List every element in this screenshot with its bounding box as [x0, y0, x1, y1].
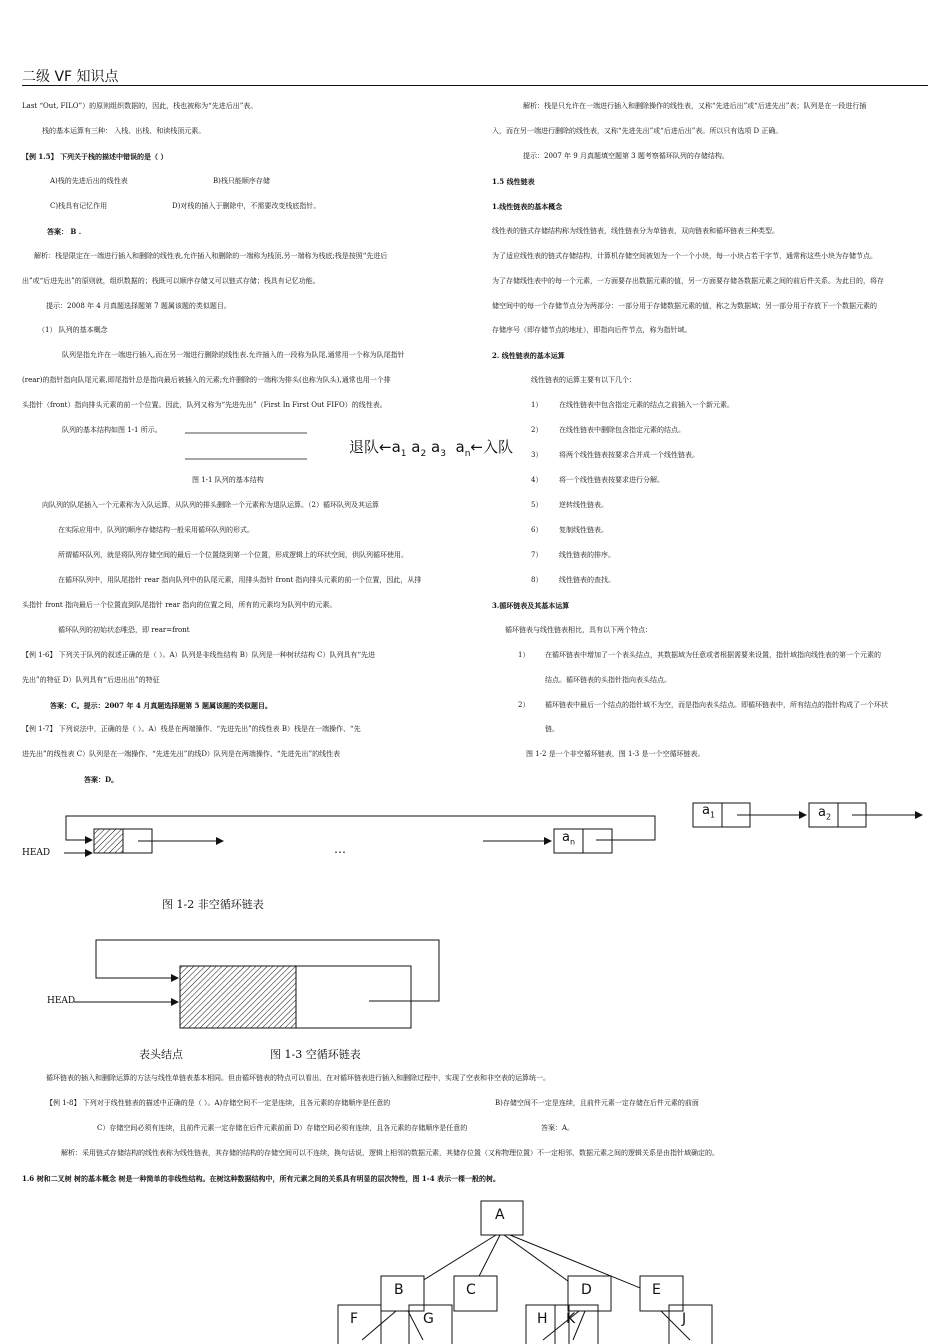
list-num-7: 7）: [531, 551, 543, 559]
example-1-8: 【例 1-8】 下列对于线性链表的描述中正确的是（ ）。A)存储空间不一定是连续，且各元素的存储顺序是任意的: [46, 1099, 391, 1107]
feature-1-line-1: 在循环链表中增加了一个表头结点，其数据域为任意或者根据需要来设置，指针域指向线性表的第一个元素的: [545, 651, 881, 659]
fig12-head-label: HEAD: [22, 848, 51, 858]
right-line-36: 图 1-2 是一个非空循环链表，图 1-3 是一个空循环链表。: [526, 750, 705, 758]
answer-1-5: 答案： B .: [47, 227, 82, 236]
tree-node-e: E: [652, 1282, 661, 1298]
right-line-6: 为了适应线性表的链式存储结构，计算机存储空间被划为一个一个小块，每一小块占若干字节，通常称这些小块为存储节点。: [492, 252, 877, 260]
feature-2-line-1: 循环链表中最后一个结点的指针域不为空，而是指向表头结点。即循环链表中，所有结点的指针构成了一个环状: [545, 701, 888, 709]
node-an-label: a: [562, 830, 570, 845]
list-item-1: 在线性链表中包含指定元素的结点之前插入一个新元素。: [559, 401, 734, 409]
page-header-title: 二级 VF 知识点: [22, 69, 119, 85]
queue-a3: a: [431, 438, 441, 456]
option-d: D)对栈的插入于删除中，不需要改变栈底指针。: [172, 202, 321, 210]
feature-num-1: 1）: [518, 651, 530, 659]
left-line-22: 循环队列的初始状态唯恐，即 rear=front: [58, 626, 190, 634]
tree-node-f: F: [350, 1311, 359, 1327]
left-line-8: 解析：栈是限定在一端进行插入和删除的线性表,允许插入和删除的一端称为栈顶,另一端称为栈底;栈是按照“先进后: [34, 252, 388, 260]
list-item-3: 将两个线性链表按要求合并成一个线性链表。: [559, 451, 699, 459]
left-line-14: 头指针（front）指向排头元素的前一个位置。因此，队列又称为“先进先出”（First In First Out FIFO）的线性表。: [22, 401, 387, 409]
feature-2-line-2: 链。: [545, 725, 559, 733]
left-line-20: 在循环队列中，用队尾指针 rear 指向队列中的队尾元素，用排头指针 front 指向排头元素的前一个位置，因此，从排: [58, 576, 422, 584]
fig13-head-label: HEAD: [47, 996, 76, 1006]
right-line-7: 为了存储线性表中的每一个元素，一方面要存出数据元素的值，另一方面要存储各数据元素之间的前后件关系。为此目的，将存: [492, 277, 884, 285]
queue-an-sub: n: [464, 449, 471, 459]
subsection-2-title: 2. 线性链表的基本运算: [492, 351, 565, 360]
answer-1-8: 答案：A。: [541, 1124, 575, 1132]
node-an-sub: n: [569, 837, 576, 847]
feature-num-2: 2）: [518, 701, 530, 709]
example-1-8-options-cd: C）存储空间必须有连续，且前件元素一定存储在后件元素前面 D）存储空间必须有连续，且各元素的存储顺序是任意的: [97, 1124, 468, 1132]
right-line-5: 线性表的链式存储结构称为线性链表，线性链表分为单链表，双向链表和循环链表三种类型。: [492, 227, 779, 235]
list-item-2: 在线性链表中删除包含指定元素的结点。: [559, 426, 685, 434]
queue-an: a: [455, 438, 465, 456]
node-a2-sub: 2: [825, 812, 832, 822]
left-line-27: 进先出”的线性表 C）队列是在一端操作、“先进先出”的线D）队列是在两端操作、“先进先出”的线性表: [22, 750, 341, 758]
list-num-3: 3）: [531, 451, 543, 459]
left-line-15: 队列的基本结构如图 1-1 所示。: [62, 426, 162, 434]
tree-node-g: G: [423, 1311, 434, 1327]
queue-a1-sub: 1: [400, 449, 407, 459]
queue-a3-sub: 3: [440, 449, 446, 459]
bottom-analysis: 解析：采用链式存储结构的线性表称为线性链表，其存储的结构的存储空间可以不连续，换句话说，逻辑上相邻的数据元素，其储存位置（又称物理位置）不一定相邻，数据元素之间的逻辑关系是由指针域确定的。: [61, 1149, 719, 1157]
list-item-4: 将一个线性链表按要求进行分解。: [559, 476, 664, 484]
list-num-1: 1）: [531, 401, 543, 409]
tree-node-a: A: [495, 1207, 505, 1223]
option-c: C)栈具有记忆作用: [50, 202, 108, 210]
right-hint: 提示：2007 年 9 月真题填空题第 3 题考察循环队列的存储结构。: [523, 152, 729, 160]
tree-node-k: K: [566, 1311, 576, 1327]
fig13-head-node-label: 表头结点: [139, 1048, 183, 1061]
option-b: B)栈只能顺序存储: [213, 177, 270, 185]
node-a1-label: a: [702, 803, 710, 818]
left-line-1: 栈的基本运算有三种： 入栈、出栈、和读栈顶元素。: [42, 127, 206, 135]
feature-1-line-2: 结点。循环链表的头指针指向表头结点。: [545, 676, 671, 684]
dequeue-label: 退队←: [349, 438, 392, 456]
list-item-6: 复制线性链表。: [559, 526, 608, 534]
right-line-8: 储空间中的每一个存储节点分为两部分：一部分用于存储数据元素的值，称之为数据域；另一部分用于存放下一个数据元素的: [492, 302, 877, 310]
section-1-5-title: 1.5 线性链表: [492, 177, 535, 186]
tree-node-h: H: [537, 1311, 548, 1327]
tree-node-c: C: [466, 1282, 476, 1298]
answer-1-7: 答案：D。: [84, 775, 119, 784]
list-num-8: 8）: [531, 576, 543, 584]
node-a1-sub: 1: [709, 810, 716, 820]
section-1-6-intro: 1.6 树和二叉树 树的基本概念 树是一种简单的非线性结构。在树这种数据结构中，所有元素之间的关系具有明显的层次特性，图 1-4 表示一棵一般的树。: [22, 1174, 501, 1183]
left-hint-1: 提示：2008 年 4 月真题选择题第 7 题属该题的类似题目。: [46, 302, 231, 310]
subsection-1-title: 1.线性链表的基本概念: [492, 202, 563, 211]
right-line-11: 线性链表的运算主要有以下几个：: [531, 376, 636, 384]
left-line-24: 先出”的特征 D）队列具有“后进出出”的特征: [22, 676, 160, 684]
right-line-0: 解析：栈是只允许在一端进行插入和删除操作的线性表，又称“先进后出”或“后进先出”表；队列是在一段进行插: [523, 102, 867, 110]
right-line-1: 入，而在另一端进行删除的线性表，又称“先进先出”或“后进后出”表。所以只有选项 D 正确。: [492, 127, 783, 135]
tree-node-d: D: [581, 1282, 592, 1298]
example-1-5: 【例 1.5】 下列关于栈的描述中错误的是（ ）: [22, 152, 168, 161]
example-1-8-option-b: B)存储空间不一定是连续，且前件元素一定存储在后件元素的前面: [495, 1099, 699, 1107]
left-line-21: 头指针 front 指向最后一个位置直到队尾指针 rear 指向的位置之间，所有的元素均为队列中的元素。: [22, 601, 337, 609]
left-line-12: 队列是指允许在一端进行插入,而在另一端进行删除的线性表.允许插入的一段称为队尾,通常用一个称为队尾指针: [62, 351, 405, 359]
left-line-18: 在实际应用中，队列的顺序存储结构一般采用循环队列的形式。: [58, 526, 254, 534]
node-a2-label: a: [818, 805, 826, 820]
queue-a2: a: [411, 438, 421, 456]
list-item-7: 线性链表的排序。: [559, 551, 615, 559]
right-line-29: 循环链表与线性链表相比，具有以下两个特点：: [505, 626, 652, 634]
figure-1-1-caption: 图 1-1 队列的基本结构: [192, 476, 264, 484]
enqueue-label: ←入队: [470, 438, 513, 456]
list-num-6: 6）: [531, 526, 543, 534]
figure-1-2-caption: 图 1-2 非空循环链表: [162, 898, 264, 911]
tree-node-j: J: [682, 1311, 687, 1327]
list-num-5: 5）: [531, 501, 543, 509]
tree-node-b: B: [394, 1282, 404, 1298]
list-item-5: 逆转线性链表。: [559, 501, 608, 509]
left-line-0: Last “Out, FILO”）的原则组织数据的，因此，栈也被称为“先进后出”表。: [22, 102, 258, 110]
right-line-9: 存储序号（即存储节点的地址），即指向后件节点，称为指针域。: [492, 326, 692, 334]
bottom-line-0: 循环链表的插入和删除运算的方法与线性单链表基本相同。但由循环链表的特点可以看出，在对循环链表进行插入和删除过程中，实现了空表和非空表的运算统一。: [46, 1074, 550, 1082]
answer-1-6: 答案：C。提示：2007 年 4 月真题选择题第 5 题属该题的类似题目。: [50, 701, 272, 710]
left-line-13: (rear)的指针指向队尾元素,即尾指针总是指向最后被插入的元素;允许删除的一端称为排头(也称为队头),通常也用一个排: [22, 376, 391, 384]
left-line-17: 向队列的队尾插入一个元素称为入队运算，从队列的排头删除一个元素称为退队运算。（2）循环队列及其运算: [42, 501, 379, 509]
queue-a2-sub: 2: [420, 449, 427, 459]
list-num-4: 4）: [531, 476, 543, 484]
option-a: A)栈的先进后出的线性表: [50, 177, 128, 185]
example-1-7: 【例 1-7】 下列说法中，正确的是（ ）。A）栈是在两端操作、“先进先出”的线性表 B）栈是在一端操作、“先: [22, 725, 361, 733]
fig12-ellipsis: …: [334, 842, 346, 856]
list-num-2: 2）: [531, 426, 543, 434]
left-line-19: 所谓循环队列，就是将队列存储空间的最后一个位置绕到第一个位置，形成逻辑上的环状空间，供队列循环使用。: [58, 551, 408, 559]
list-item-8: 线性链表的查找。: [559, 576, 615, 584]
subsection-3-title: 3.循环链表及其基本运算: [492, 601, 570, 610]
left-line-9: 出”或“后进先出”的原则就，组织数据的；栈既可以顺序存储又可以链式存储；栈具有记忆功能。: [22, 277, 320, 285]
figure-1-3-caption: 图 1-3 空循环链表: [270, 1048, 361, 1061]
example-1-6: 【例 1-6】 下列关于队列的叙述正确的是（ ）。A）队列是非线性结构 B）队列是一种树状结构 C）队列具有“先进: [22, 651, 376, 659]
queue-a1: a: [391, 438, 401, 456]
left-section-queue: （1） 队列的基本概念: [38, 326, 108, 334]
